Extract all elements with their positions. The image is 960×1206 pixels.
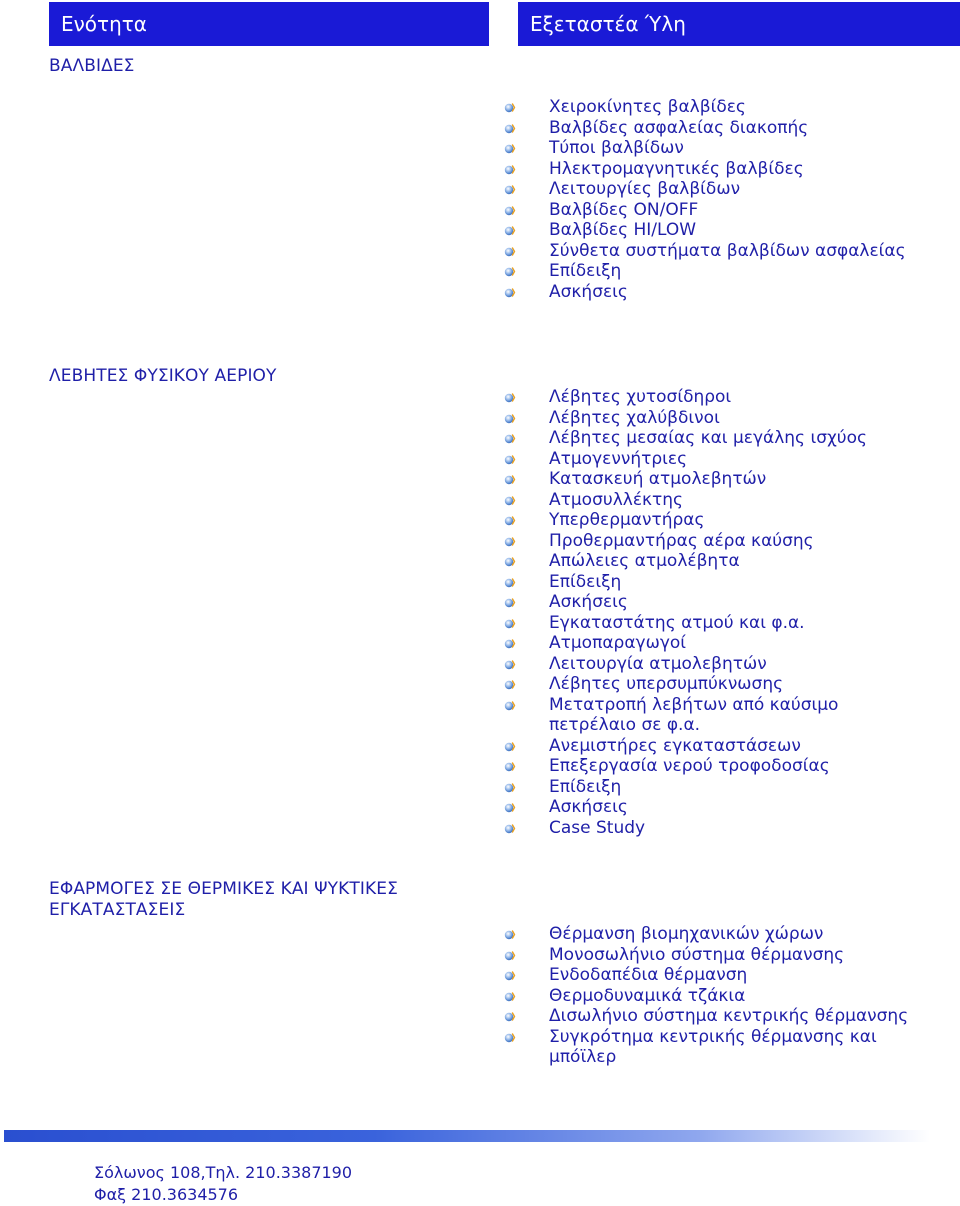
bullet-icon — [503, 514, 517, 528]
bullet-icon — [503, 928, 517, 942]
list-item — [503, 159, 929, 180]
list-item — [503, 592, 929, 613]
list-item-label: Ηλεκτρομαγνητικές βαλβίδες — [549, 158, 804, 179]
list-item — [503, 924, 929, 945]
bullet-icon — [503, 555, 517, 569]
list-item-label: Βαλβίδες ON/OFF — [549, 199, 699, 220]
list-item-label: Ατμοσυλλέκτης — [549, 489, 684, 510]
bullet-icon — [503, 163, 517, 177]
bullet-icon — [503, 473, 517, 487]
list-item-label: Θέρμανση βιομηχανικών χώρων — [549, 924, 824, 944]
section-items-valves — [503, 97, 929, 302]
list-item — [503, 200, 929, 221]
list-item-label: Ασκήσεις — [549, 281, 628, 302]
list-item — [503, 695, 929, 736]
list-item-label: Θερμοδυναμικά τζάκια — [549, 985, 746, 1006]
list-item-label: Ασκήσεις — [549, 797, 628, 817]
bullet-icon — [503, 596, 517, 610]
list-item-label: Μετατροπή λεβήτων από καύσιμο πετρέλαιο σε φ.α. — [549, 694, 839, 735]
list-item-label: Ατμοπαραγωγοί — [549, 633, 687, 653]
list-item — [503, 986, 929, 1007]
bullet-icon — [503, 494, 517, 508]
list-item-label: Ατμογεννήτριες — [549, 448, 688, 469]
list-item — [503, 282, 929, 303]
bullet-icon — [503, 183, 517, 197]
section-items-gas-boilers — [503, 387, 929, 838]
bullet-icon — [503, 265, 517, 279]
bullet-icon — [503, 432, 517, 446]
section-title-heating-cooling: ΕΦΑΡΜΟΓΕΣ ΣΕ ΘΕΡΜΙΚΕΣ ΚΑΙ ΨΥΚΤΙΚΕΣ ΕΓΚΑΤΑΣΤΑΣΕΙΣ — [49, 879, 398, 920]
list-item — [503, 179, 929, 200]
list-item — [503, 428, 929, 449]
bullet-icon — [503, 412, 517, 426]
header-syllabus-label: Εξεταστέα Ύλη — [530, 12, 686, 36]
list-item — [503, 138, 929, 159]
list-item — [503, 241, 929, 262]
list-item — [503, 490, 929, 511]
bullet-icon — [503, 990, 517, 1004]
list-item-label: Προθερμαντήρας αέρα καύσης — [549, 530, 814, 551]
list-item — [503, 551, 929, 572]
list-item — [503, 1027, 929, 1068]
list-item-label: Λειτουργία ατμολεβητών — [549, 653, 767, 674]
bullet-icon — [503, 576, 517, 590]
list-item-label: Χειροκίνητες βαλβίδες — [549, 97, 746, 117]
list-item — [503, 756, 929, 777]
list-item-label: Εγκαταστάτης ατμού και φ.α. — [549, 612, 805, 633]
bullet-icon — [503, 637, 517, 651]
list-item-label: Λέβητες υπερσυμπύκνωσης — [549, 674, 784, 694]
list-item — [503, 654, 929, 675]
list-item-label: Ανεμιστήρες εγκαταστάσεων — [549, 735, 801, 756]
list-item — [503, 469, 929, 490]
bullet-icon — [503, 740, 517, 754]
list-item-label: Τύποι βαλβίδων — [549, 138, 684, 158]
bullet-icon — [503, 142, 517, 156]
list-item-label: Απώλειες ατμολέβητα — [549, 551, 740, 571]
bullet-icon — [503, 1031, 517, 1045]
bullet-icon — [503, 822, 517, 836]
list-item — [503, 1006, 929, 1027]
list-item-label: Ασκήσεις — [549, 592, 628, 612]
bullet-icon — [503, 391, 517, 405]
header-section-label: Ενότητα — [61, 12, 147, 36]
list-item — [503, 118, 929, 139]
list-item-label: Βαλβίδες ασφαλείας διακοπής — [549, 117, 809, 138]
list-item-label: Κατασκευή ατμολεβητών — [549, 469, 767, 489]
bullet-icon — [503, 658, 517, 672]
bullet-icon — [503, 969, 517, 983]
list-item — [503, 220, 929, 241]
list-item-label: Case Study — [549, 817, 646, 838]
list-item — [503, 408, 929, 429]
bullet-icon — [503, 781, 517, 795]
list-item — [503, 387, 929, 408]
bullet-icon — [503, 760, 517, 774]
list-item-label: Επεξεργασία νερού τροφοδοσίας — [549, 756, 830, 776]
list-item-label: Ενδοδαπέδια θέρμανση — [549, 965, 748, 985]
list-item-label: Λέβητες μεσαίας και μεγάλης ισχύος — [549, 428, 868, 448]
list-item — [503, 674, 929, 695]
footer-fax: Φαξ 210.3634576 — [94, 1185, 239, 1204]
list-item — [503, 736, 929, 757]
bullet-icon — [503, 678, 517, 692]
header-syllabus-column — [518, 2, 960, 46]
footer-address: Σόλωνος 108,Τηλ. 210.3387190 — [94, 1163, 353, 1182]
bullet-icon — [503, 101, 517, 115]
list-item-label: Δισωλήνιο σύστημα κεντρικής θέρμανσης — [549, 1006, 909, 1026]
list-item — [503, 449, 929, 470]
bullet-icon — [503, 286, 517, 300]
list-item-label: Μονοσωλήνιο σύστημα θέρμανσης — [549, 944, 845, 965]
bullet-icon — [503, 699, 517, 713]
bullet-icon — [503, 245, 517, 259]
list-item — [503, 613, 929, 634]
list-item-label: Βαλβίδες HI/LOW — [549, 220, 697, 240]
list-item — [503, 777, 929, 798]
bullet-icon — [503, 801, 517, 815]
bullet-icon — [503, 453, 517, 467]
list-item — [503, 633, 929, 654]
list-item — [503, 572, 929, 593]
bullet-icon — [503, 617, 517, 631]
list-item-label: Επίδειξη — [549, 571, 622, 592]
list-item — [503, 818, 929, 839]
list-item — [503, 510, 929, 531]
list-item — [503, 531, 929, 552]
section-items-heating-cooling — [503, 924, 929, 1068]
list-item-label: Υπερθερμαντήρας — [549, 510, 705, 530]
list-item — [503, 97, 929, 118]
list-item-label: Λειτουργίες βαλβίδων — [549, 179, 741, 199]
list-item-label: Λέβητες χαλύβδινοι — [549, 407, 720, 428]
header-section-column — [49, 2, 489, 46]
section-title-valves: ΒΑΛΒΙΔΕΣ — [49, 56, 135, 76]
list-item-label: Συγκρότημα κεντρικής θέρμανσης και μπόϊλερ — [549, 1026, 877, 1067]
list-item-label: Επίδειξη — [549, 261, 622, 281]
section-title-gas-boilers: ΛΕΒΗΤΕΣ ΦΥΣΙΚΟΥ ΑΕΡΙΟΥ — [49, 366, 277, 386]
bullet-icon — [503, 1010, 517, 1024]
list-item — [503, 797, 929, 818]
bullet-icon — [503, 535, 517, 549]
list-item — [503, 965, 929, 986]
list-item-label: Σύνθετα συστήματα βαλβίδων ασφαλείας — [549, 240, 906, 261]
list-item-label: Λέβητες χυτοσίδηροι — [549, 387, 732, 407]
bullet-icon — [503, 949, 517, 963]
bullet-icon — [503, 122, 517, 136]
bullet-icon — [503, 224, 517, 238]
list-item — [503, 945, 929, 966]
list-item-label: Επίδειξη — [549, 776, 622, 797]
list-item — [503, 261, 929, 282]
bullet-icon — [503, 204, 517, 218]
footer-divider-bar — [4, 1130, 930, 1142]
